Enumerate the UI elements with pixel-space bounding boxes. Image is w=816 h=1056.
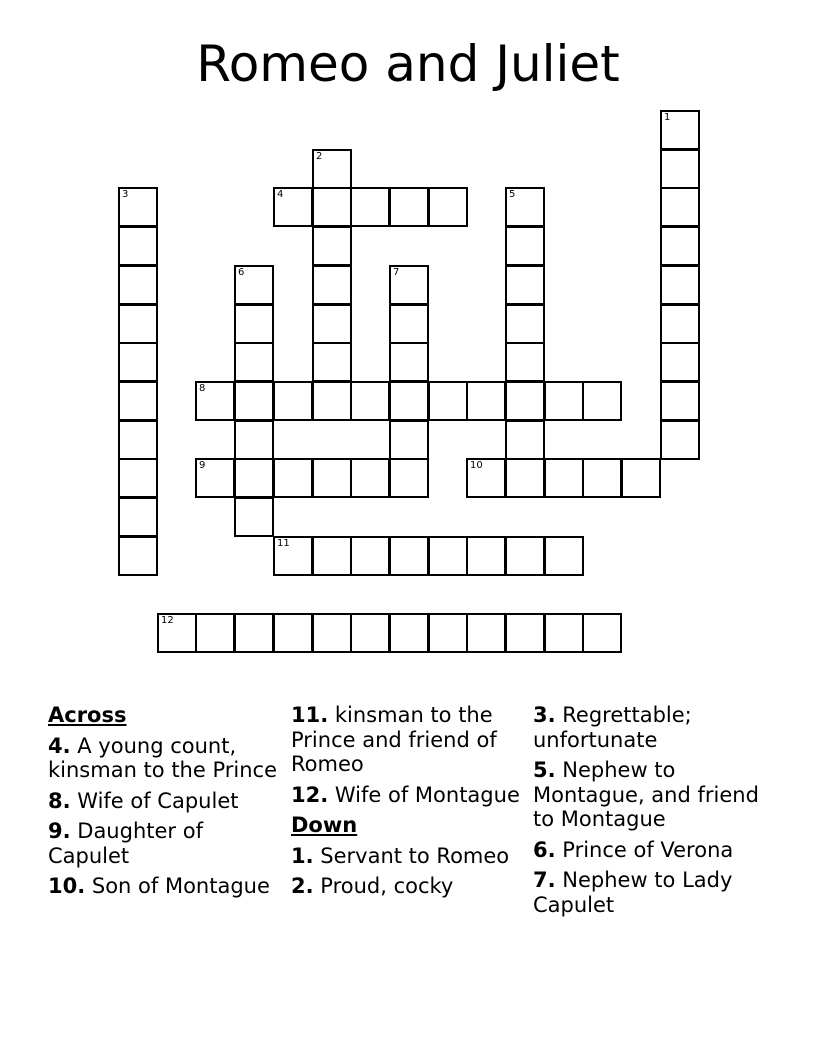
grid-cell[interactable] [582, 381, 622, 421]
clue-down-6 [533, 838, 783, 863]
grid-cell[interactable] [118, 381, 158, 421]
puzzle-title: Romeo and Juliet [196, 35, 620, 93]
clue-text: Wife of Capulet [70, 788, 239, 813]
grid-cell[interactable] [544, 381, 584, 421]
grid-cell[interactable] [118, 265, 158, 305]
clue-across-11 [291, 703, 527, 777]
clue-text: Servant to Romeo [313, 843, 510, 868]
clue-across-8 [48, 789, 284, 814]
grid-cell[interactable] [195, 458, 235, 498]
grid-cell[interactable] [312, 458, 352, 498]
cell-number: 1 [664, 112, 671, 123]
grid-cell[interactable] [234, 265, 274, 305]
grid-cell[interactable] [428, 536, 468, 576]
grid-cell[interactable] [312, 304, 352, 344]
clue-number: 11. [291, 703, 329, 727]
clue-text: Proud, cocky [313, 874, 454, 898]
grid-cell[interactable] [118, 497, 158, 537]
grid-cell[interactable] [660, 381, 700, 421]
grid-cell[interactable] [621, 458, 661, 498]
grid-cell[interactable] [350, 381, 390, 421]
cell-number: 7 [393, 267, 400, 278]
grid-cell[interactable] [505, 420, 545, 460]
grid-cell[interactable] [505, 342, 545, 382]
grid-cell[interactable] [505, 187, 545, 227]
clue-down-5 [533, 758, 783, 832]
grid-cell[interactable] [466, 613, 506, 653]
clue-number: 12. [291, 782, 329, 807]
grid-cell[interactable] [428, 187, 468, 227]
grid-cell[interactable] [389, 536, 429, 576]
grid-cell[interactable] [660, 420, 700, 460]
grid-cell[interactable] [118, 458, 158, 498]
clue-number: 9. [48, 819, 71, 843]
clue-down-7 [533, 868, 783, 917]
grid-cell[interactable] [234, 420, 274, 460]
grid-cell[interactable] [118, 420, 158, 460]
grid-cell[interactable] [234, 613, 274, 653]
grid-cell[interactable] [389, 304, 429, 344]
grid-cell[interactable] [660, 226, 700, 266]
clue-across-9 [48, 819, 284, 868]
clue-number: 2. [291, 874, 314, 898]
clue-text: kinsman to the Prince and friend of Romeo [291, 703, 497, 776]
across-heading: Across [48, 703, 127, 727]
cell-number: 3 [122, 189, 129, 200]
grid-cell[interactable] [389, 458, 429, 498]
cell-number: 10 [470, 460, 483, 471]
grid-cell[interactable] [505, 536, 545, 576]
grid-cell[interactable] [389, 265, 429, 305]
down-clues-column-3 [533, 703, 783, 923]
cell-number: 9 [199, 460, 206, 471]
grid-cell[interactable] [660, 110, 700, 150]
cell-number: 11 [277, 538, 290, 549]
clue-down-1 [291, 844, 527, 869]
grid-cell[interactable] [428, 381, 468, 421]
grid-cell[interactable] [466, 458, 506, 498]
grid-cell[interactable] [234, 342, 274, 382]
grid-cell[interactable] [118, 226, 158, 266]
grid-cell[interactable] [544, 613, 584, 653]
grid-cell[interactable] [660, 187, 700, 227]
grid-cell[interactable] [389, 613, 429, 653]
grid-cell[interactable] [312, 342, 352, 382]
grid-cell[interactable] [350, 187, 390, 227]
across-clues-column-1 [48, 703, 284, 905]
grid-cell[interactable] [350, 458, 390, 498]
grid-cell[interactable] [350, 536, 390, 576]
grid-cell[interactable] [660, 342, 700, 382]
down-heading: Down [291, 813, 358, 837]
grid-cell[interactable] [312, 187, 352, 227]
cell-number: 4 [277, 189, 284, 200]
clue-text: Daughter of Capulet [48, 819, 203, 868]
clue-text: Nephew to Lady Capulet [533, 868, 733, 917]
cell-number: 6 [238, 267, 245, 278]
grid-cell[interactable] [389, 187, 429, 227]
grid-cell[interactable] [544, 458, 584, 498]
grid-cell[interactable] [312, 149, 352, 189]
grid-cell[interactable] [505, 304, 545, 344]
grid-cell[interactable] [273, 381, 313, 421]
grid-cell[interactable] [660, 304, 700, 344]
clue-number: 5. [533, 758, 556, 782]
cell-number: 12 [161, 615, 174, 626]
grid-cell[interactable] [582, 613, 622, 653]
grid-cell[interactable] [505, 381, 545, 421]
clue-across-10 [48, 874, 284, 899]
grid-cell[interactable] [544, 536, 584, 576]
clue-number: 10. [48, 874, 86, 898]
grid-cell[interactable] [312, 613, 352, 653]
clue-across-4 [48, 734, 284, 783]
grid-cell[interactable] [389, 381, 429, 421]
cell-number: 5 [509, 189, 516, 200]
cell-number: 8 [199, 383, 206, 394]
grid-cell[interactable] [660, 265, 700, 305]
cell-number: 2 [316, 151, 323, 162]
grid-cell[interactable] [195, 381, 235, 421]
grid-cell[interactable] [660, 149, 700, 189]
grid-cell[interactable] [273, 613, 313, 653]
grid-cell[interactable] [505, 226, 545, 266]
clue-number: 6. [533, 837, 556, 862]
clue-down-2 [291, 874, 527, 899]
grid-cell[interactable] [428, 613, 468, 653]
clue-down-3 [533, 703, 783, 752]
grid-cell[interactable] [312, 226, 352, 266]
grid-cell[interactable] [118, 342, 158, 382]
clue-number: 7. [533, 868, 556, 892]
clue-text: Son of Montague [85, 874, 270, 898]
grid-cell[interactable] [118, 187, 158, 227]
clue-text: Nephew to Montague, and friend to Montague [533, 758, 759, 831]
grid-cell[interactable] [312, 536, 352, 576]
clue-text: A young count, kinsman to the Prince [48, 733, 277, 782]
clue-across-12 [291, 783, 527, 808]
grid-cell[interactable] [234, 497, 274, 537]
grid-cell[interactable] [505, 265, 545, 305]
grid-cell[interactable] [389, 342, 429, 382]
grid-cell[interactable] [273, 458, 313, 498]
clues-column-2 [291, 703, 527, 905]
grid-cell[interactable] [505, 458, 545, 498]
grid-cell[interactable] [234, 458, 274, 498]
clue-text: Prince of Verona [555, 837, 734, 862]
grid-cell[interactable] [389, 420, 429, 460]
grid-cell[interactable] [234, 304, 274, 344]
grid-cell[interactable] [312, 381, 352, 421]
grid-cell[interactable] [118, 536, 158, 576]
clue-number: 1. [291, 843, 314, 868]
grid-cell[interactable] [505, 613, 545, 653]
clue-number: 4. [48, 733, 71, 758]
grid-cell[interactable] [273, 187, 313, 227]
clue-number: 8. [48, 788, 71, 813]
grid-cell[interactable] [157, 613, 197, 653]
grid-cell[interactable] [312, 265, 352, 305]
grid-cell[interactable] [234, 381, 274, 421]
grid-cell[interactable] [273, 536, 313, 576]
grid-cell[interactable] [466, 381, 506, 421]
grid-cell[interactable] [466, 536, 506, 576]
clue-number: 3. [533, 703, 556, 727]
grid-cell[interactable] [350, 613, 390, 653]
grid-cell[interactable] [195, 613, 235, 653]
grid-cell[interactable] [118, 304, 158, 344]
clue-text: Wife of Montague [328, 782, 520, 807]
grid-cell[interactable] [582, 458, 622, 498]
clue-text: Regrettable; unfortunate [533, 703, 692, 752]
